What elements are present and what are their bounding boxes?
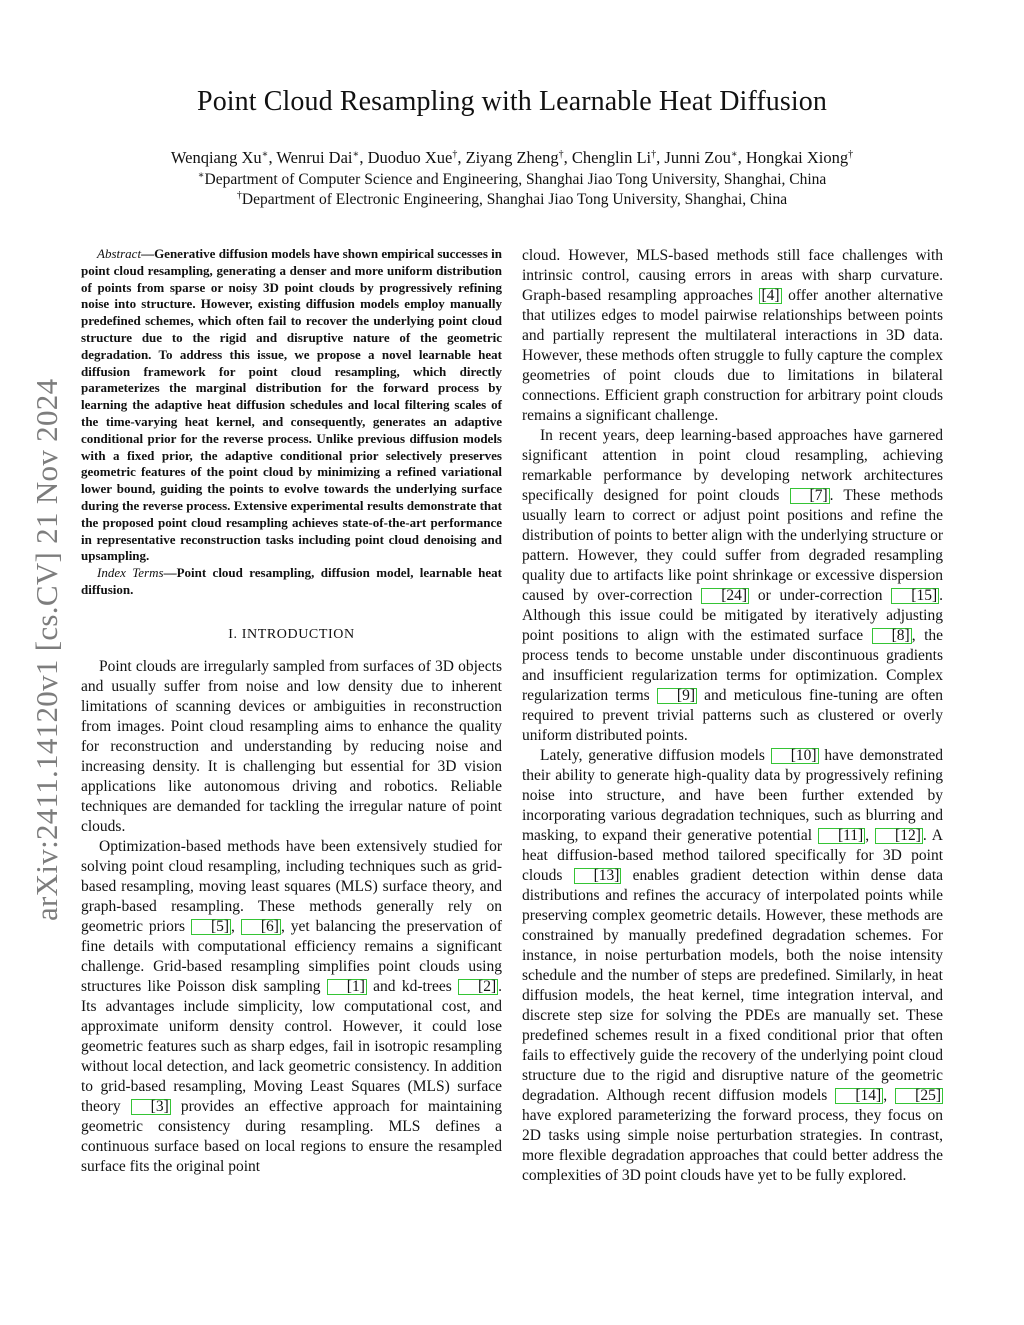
paragraph-text: and kd-trees — [366, 977, 459, 995]
paragraph-text: , — [231, 917, 241, 935]
paragraph-text: Point clouds are irregularly sampled from surfaces of 3D objects and usually suffer from noise and low density due to inherent limitations of scanning devices or ambiguities in reconstruction from images. Point cloud resampling aims to enhance the quality for reconstruction and understanding by reducing noise and increasing density. It is challenging but essential for 3D vision applications like autonomous driving and robotics. Reliable techniques are demanded for tackling the irregular nature of point clouds. — [81, 657, 502, 835]
paragraph-text: In recent years, deep learning-based approaches have garnered significant attention in point cloud resampling, achieving remarkable performance by developing network architectures specifically designed for point clouds — [522, 427, 943, 504]
citation-link[interactable]: [3] — [131, 1099, 171, 1115]
paragraph-text: , the process tends to become unstable under discontinuous gradients and insufficient regularization terms for optimization. Complex regularization terms — [522, 627, 944, 704]
paragraph-text: have demonstrated their ability to generate high-quality data by progressively refining noise into structure, and have been further extended by incorporating various degradation techniques, such as blurring and masking, to expand their generative potential — [522, 747, 943, 844]
arxiv-identifier-stamp: arXiv:2411.14120v1 [cs.CV] 21 Nov 2024 — [29, 378, 64, 922]
author: Ziyang Zheng — [465, 148, 559, 167]
citation-link[interactable]: [13] — [574, 868, 622, 884]
affiliation-text: Department of Electronic Engineering, Shanghai Jiao Tong University, Shanghai, China — [241, 191, 788, 208]
author-list: Wenqiang Xu∗, Wenrui Dai∗, Duoduo Xue†, Ziyang Zheng†, Chenglin Li†, Junni Zou∗, Hongkai Xiong† — [170, 148, 854, 167]
body-paragraph — [522, 426, 943, 746]
author-affiliation-mark: † — [848, 149, 854, 160]
citation-link[interactable]: [12] — [875, 828, 923, 844]
paragraph-text: cloud. However, MLS-based methods still face challenges with intrinsic control, causing errors in areas with sharp curvature. Graph-based resampling approaches — [522, 247, 943, 304]
affiliation-mark: † — [236, 190, 242, 201]
paragraph-text: , — [883, 1087, 896, 1104]
paragraph-text: enables gradient detection within dense data distributions and refines the accuracy of interpolated points while preserving complex geometric details. However, these methods are constrained by manually predefined degradation schemes. For instance, in noise perturbation models, both the noise intensity schedule and the number of steps are predefined. Similarly, in heat diffusion models, the heat kernel, time integration interval, and discrete step size for solving the PDEs are manually set. These predefined schemes result in a fixed conditional prior that often fails to effectively guide the recovery of the underlying point cloud structure due to the rigid and disruptive nature of the geometric degradation. Although recent diffusion models — [522, 867, 944, 1104]
author-affiliation-mark: ∗ — [261, 149, 269, 160]
abstract-text: —Generative diffusion models have shown empirical successes in point cloud resampling, generating a denser and more uniform distribution of points from sparse or noisy 3D point clouds by progressively refining noise into structure. However, existing diffusion models employ manually predefined schemes, which often fail to recover the underlying point cloud structure due to the rigid and disruptive nature of the geometric degradation. To address this issue, we propose a novel learnable heat diffusion framework for point cloud resampling, which directly parameterizes the marginal distribution for the forward process by learning the adaptive heat diffusion schedules and local filtering scales of the time-varying heat kernel, and consequently, generates an adaptive conditional prior for the reverse process. Unlike previous diffusion models with a fixed prior, the adaptive conditional prior selectively preserves geometric features of the point cloud by minimizing a refined variational lower bound, guiding the points to evolve towards the underlying surface during the reverse process. Extensive experimental results demonstrate that the proposed point cloud resampling achieves state-of-the-art performance in representative reconstruction tasks including point cloud denoising and upsampling. — [81, 246, 502, 564]
citation-link[interactable]: [8] — [872, 628, 912, 644]
citation-link[interactable]: [6] — [241, 919, 281, 935]
author: Junni Zou — [664, 148, 731, 167]
body-paragraph — [81, 837, 502, 1177]
paragraph-text: or under-correction — [749, 587, 892, 604]
affiliation-text: Department of Computer Science and Engineering, Shanghai Jiao Tong University, Shanghai, China — [204, 171, 827, 188]
citation-link[interactable]: [1] — [327, 979, 367, 995]
paper-title: Point Cloud Resampling with Learnable Heat Diffusion — [197, 86, 827, 117]
index-terms — [81, 565, 502, 599]
paragraph-text: . Although this issue could be mitigated by iteratively adjusting point positions to align with the estimated surface — [522, 587, 943, 644]
body-paragraph — [81, 657, 502, 837]
citation-link[interactable]: [14] — [835, 1088, 883, 1104]
body-paragraph — [522, 746, 943, 1186]
author: Chenglin Li — [571, 148, 652, 167]
author-affiliation-mark: ∗ — [352, 149, 360, 160]
citation-link[interactable]: [5] — [191, 919, 231, 935]
paragraph-text: have explored parameterizing the forward process, they focus on 2D tasks using simple noise perturbation strategies. In contrast, more flexible degradation approaches that could better address the complexities of 3D point clouds have yet to be fully explored. — [522, 1107, 943, 1184]
citation-link[interactable]: [11] — [818, 828, 865, 844]
abstract-label: Abstract — [97, 246, 142, 261]
paragraph-text: Optimization-based methods have been extensively studied for solving point cloud resampling, including techniques such as grid-based resampling, moving least squares (MLS) surface theory, and graph-based resampling. These methods generally rely on geometric priors — [81, 837, 502, 935]
author-affiliation-mark: † — [651, 149, 657, 160]
left-column — [81, 246, 502, 1177]
author: Wenrui Dai — [276, 148, 353, 167]
author-affiliation-mark: † — [558, 149, 564, 160]
affiliation-mark: ∗ — [197, 170, 205, 181]
paragraph-text: Lately, generative diffusion models — [540, 747, 771, 764]
index-terms-label: Index Terms — [97, 565, 164, 581]
abstract — [81, 246, 502, 565]
section-heading-introduction: I. INTRODUCTION — [228, 626, 355, 642]
paragraph-text: provides an effective approach for maintaining geometric consistency during resampling. MLS defines a continuous surface based on local regions to ensure the resampled surface fits the original point — [81, 1097, 502, 1175]
introduction-right-body — [522, 246, 943, 1186]
citation-link[interactable]: [4] — [761, 287, 780, 304]
paragraph-text: , — [865, 827, 876, 844]
author: Wenqiang Xu — [170, 148, 262, 167]
citation-link[interactable]: [2] — [458, 979, 498, 995]
citation-link[interactable]: [25] — [895, 1088, 943, 1104]
citation-link[interactable]: [9] — [657, 688, 697, 704]
citation-link[interactable]: [15] — [891, 588, 939, 604]
citation-link[interactable]: [24] — [701, 588, 749, 604]
index-terms-text: —Point cloud resampling, diffusion model, learnable heat diffusion. — [81, 565, 502, 597]
paragraph-text: . Its advantages include simplicity, low computational cost, and approximate uniform density control. However, it could lose geometric features such as sharp edges, fail in isotropic resampling without local detection, and lack geometric consistency. In addition to grid-based resampling, Moving Least Squares (MLS) surface theory — [81, 977, 502, 1115]
affiliation-ee — [0, 191, 1024, 209]
paragraph-text: , yet balancing the preservation of fine details with computational efficiency remains a significant challenge. Grid-based resampling simplifies point clouds using structures like Poisson disk sampling — [81, 917, 502, 995]
author: Hongkai Xiong — [745, 148, 849, 167]
affiliation-cs — [0, 171, 1024, 189]
author-affiliation-mark: ∗ — [730, 149, 738, 160]
paragraph-text: offer another alternative that utilizes edges to model pairwise relationships between points and partially represent the multilateral interactions in 3D data. However, these methods often struggle to fully capture the complex geometries of point clouds due to limitations in bilateral connections. Efficient graph construction for arbitrary point clouds remains a significant challenge. — [522, 287, 943, 424]
body-paragraph — [522, 246, 943, 426]
citation-link[interactable]: [10] — [771, 748, 819, 764]
paragraph-text: . These methods usually learn to correct or adjust point positions and refine the distribution of points to better align with the underlying structure or pattern. However, they could suffer from degraded resampling quality due to artifacts like point shrinkage or excessive dispersion caused by over-correction — [522, 487, 943, 604]
paragraph-text: . A heat diffusion-based method tailored specifically for 3D point clouds — [522, 827, 943, 884]
author: Duoduo Xue — [367, 148, 453, 167]
introduction-left-body — [81, 657, 502, 1177]
author-affiliation-mark: † — [452, 149, 458, 160]
citation-link[interactable]: [7] — [790, 488, 830, 504]
right-column — [522, 246, 943, 1186]
paragraph-text: and meticulous fine-tuning are often required to prevent trivial patterns such as clustered or overly uniform distributed points. — [522, 687, 943, 744]
